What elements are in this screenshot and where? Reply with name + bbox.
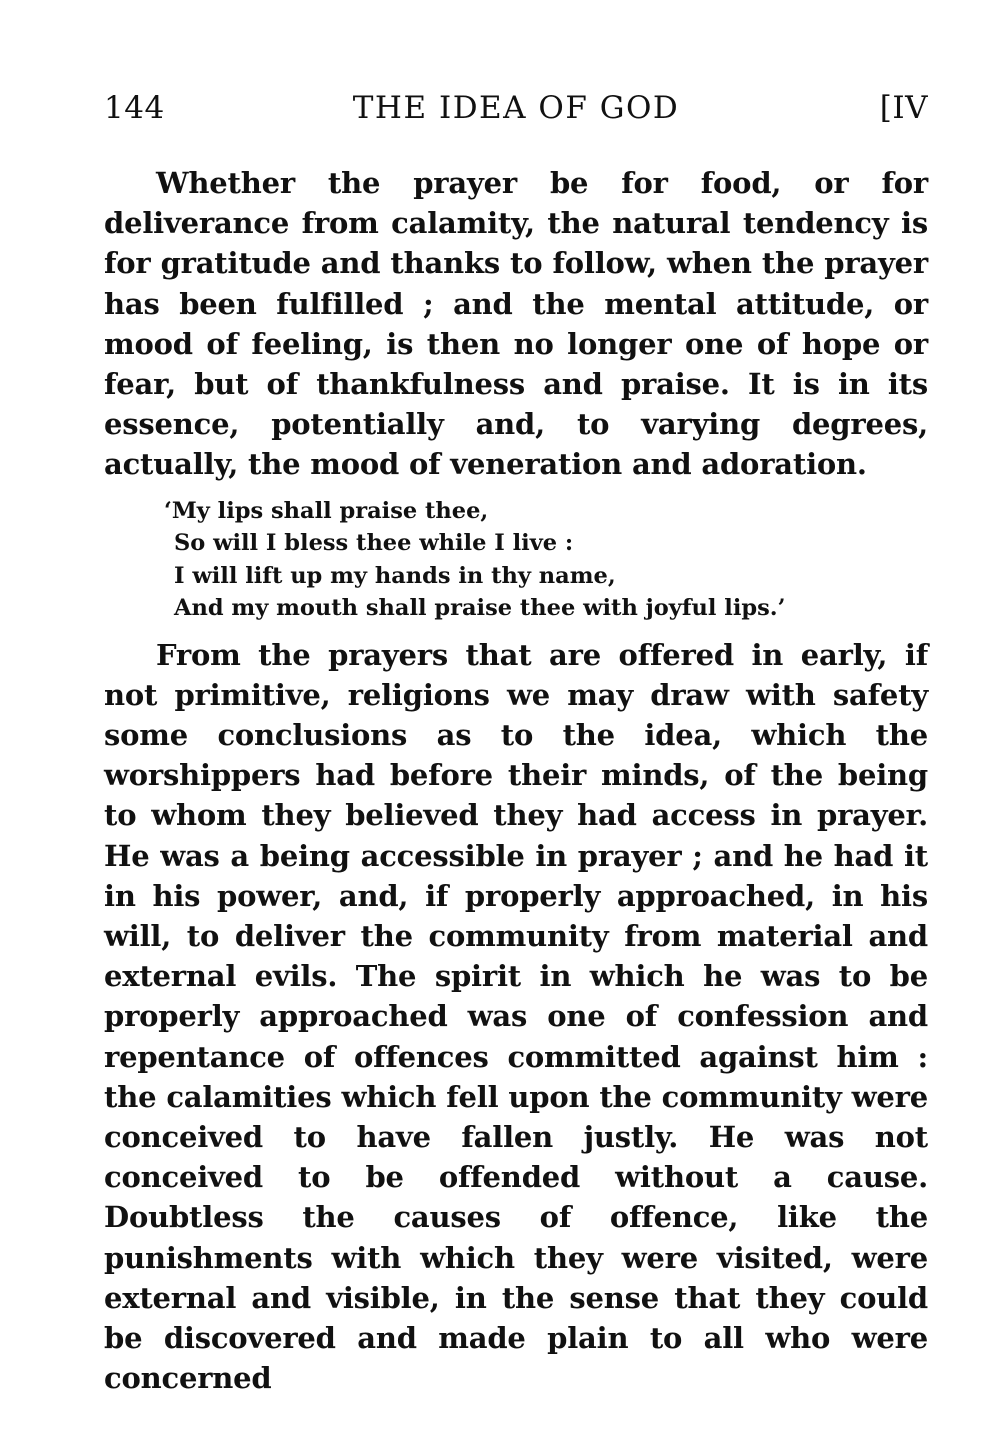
verse-quotation: [164, 495, 928, 625]
paragraph: Whether the prayer be for food, or for deliverance from calamity, the natural tendency is for gratitude and thanks to follow, when the prayer has been fulfilled ; and the mental attitude, or mood of feeling, is then no longer one of hope or fear, but of thankfulness and praise. It is in its essence, potentially and, to varying degrees, actually, the mood of veneration and adoration.: [104, 166, 928, 482]
chapter-marker: [IV: [879, 90, 928, 126]
verse-line: And my mouth shall praise thee with joyful lips.’: [174, 595, 786, 622]
verse-line: So will I bless thee while I live :: [174, 530, 574, 557]
verse-line: I will lift up my hands in thy name,: [174, 562, 616, 589]
book-page: [104, 86, 928, 1398]
running-head: [104, 86, 928, 130]
running-title: THE IDEA OF GOD: [352, 90, 680, 126]
page-number: 144: [104, 90, 165, 126]
verse-line: ‘My lips shall praise thee,: [164, 497, 489, 524]
paragraph: From the prayers that are offered in early, if not primitive, religions we may draw with safety some conclusions as to the idea, which the worshippers had before their minds, of the being to whom they believed they had access in prayer. He was a being accessible in prayer ; and he had it in his power, and, if properly approached, in his will, to deliver the community from material and external evils. The spirit in which he was to be properly approached was one of confession and repentance of offences committed against him : the calamities which fell upon the community were conceived to have fallen justly. He was not conceived to be offended without a cause. Doubtless the causes of offence, like the punishments with which they were visited, were external and visible, in the sense that they could be discovered and made plain to all who were concerned: [104, 637, 928, 1396]
